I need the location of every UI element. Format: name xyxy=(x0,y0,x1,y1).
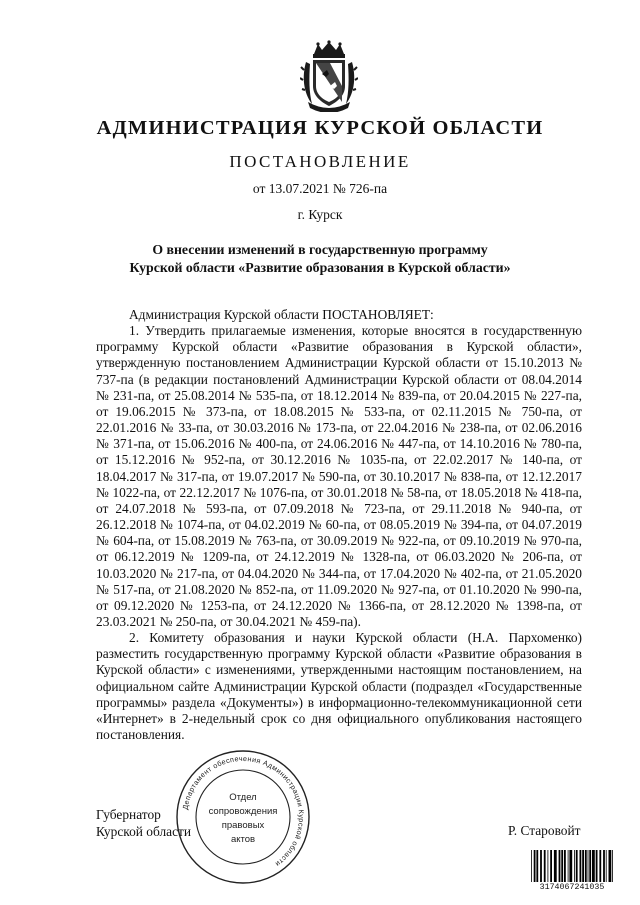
paragraph-item-1: 1. Утвердить прилагаемые изменения, которые вносятся в государственную программу Курской области «Развитие образования в Курской области», утвержденную постановлением Администрации Курской области от 15.10.2013 № 737-па (в редакции постановлений Администрации Курской области от 08.04.2014 № 231-па, от 25.08.2014 № 535-па, от 18.12.2014 № 839-па, от 20.04.2015 № 227-па, от 19.06.2015 № 373-па, от 18.08.2015 № 533-па, от 02.11.2015 № 750-па, от 22.01.2016 № 33-па, от 30.03.2016 № 173-па, от 22.04.2016 № 238-па, от 02.06.2016 № 371-па, от 15.06.2016 № 400-па, от 24.06.2016 № 447-па, от 14.10.2016 № 780-па, от 15.12.2016 № 952-па, от 30.12.2016 № 1035-па, от 22.02.2017 № 140-па, от 18.04.2017 № 317-па, от 19.07.2017 № 590-па, от 30.10.2017 № 838-па, от 12.12.2017 № 1022-па, от 22.12.2017 № 1076-па, от 30.01.2018 № 58-па, от 18.05.2018 № 418-па, от 24.07.2018 № 593-па, от 07.09.2018 № 723-па, от 29.11.2018 № 940-па, от 26.12.2018 № 1074-па, от 04.02.2019 № 60-па, от 08.05.2019 № 394-па, от 04.07.2019 № 604-па, от 15.08.2019 № 763-па, от 30.09.2019 № 922-па, от 09.10.2019 № 970-па, от 06.12.2019 № 1209-па, от 24.12.2019 № 1328-па, от 06.03.2020 № 206-па, от 10.03.2020 № 217-па, от 04.04.2020 № 344-па, от 17.04.2020 № 402-па, от 21.05.2020 № 517-па, от 21.08.2020 № 852-па, от 11.09.2020 № 927-па, от 01.10.2020 № 990-па, от 09.12.2020 № 1253-па, от 24.12.2020 № 1366-па, от 28.12.2020 № 1398-па, от 23.03.2021 № 250-па, от 30.04.2021 № 459-па). xyxy=(96,323,582,629)
barcode-bar xyxy=(544,850,546,882)
stamp-line-3: правовых xyxy=(221,820,265,831)
barcode-bar xyxy=(606,850,607,882)
barcode-bar xyxy=(582,850,584,882)
barcode-bar xyxy=(554,850,557,882)
barcode-bar xyxy=(540,850,542,882)
subject-line-1: О внесении изменений в государственную программу xyxy=(152,242,488,257)
barcode-bar xyxy=(603,850,605,882)
barcode-bar xyxy=(592,850,595,882)
barcode-bar xyxy=(568,850,569,882)
barcode-bar xyxy=(569,850,572,882)
barcode-bar xyxy=(576,850,578,882)
barcode-bar xyxy=(588,850,589,882)
stamp-line-4: актов xyxy=(230,834,256,845)
barcode-bar xyxy=(561,850,563,882)
barcode-bar xyxy=(550,850,552,882)
stamp-line-2: сопровождения xyxy=(208,806,278,817)
document-subject xyxy=(0,241,640,277)
coat-of-arms-emblem xyxy=(300,40,358,112)
stamp-ring-text: Департамент обеспечения Администрации Курской области xyxy=(180,753,307,869)
stamp-line-1: Отдел xyxy=(229,792,257,803)
barcode-number: 3174067241035 xyxy=(539,883,605,892)
barcode-bar xyxy=(589,850,591,882)
paragraph-item-2: 2. Комитету образования и науки Курской области (Н.А. Пархоменко) разместить государственную программу Курской области «Развитие образования в Курской области» с изменениями, утвержденными настоящим постановлением, на официальном сайте Администрации Курской области (подраздел «Государственные программы» раздела «Документы») в информационно-телекоммуникационной сети «Интернет» в 2-недельный срок со дня официального опубликования настоящего постановления. xyxy=(96,630,582,743)
barcode-bar xyxy=(531,850,532,882)
barcode xyxy=(530,850,614,882)
barcode-bar xyxy=(609,850,612,882)
barcode-bar xyxy=(612,850,613,882)
barcode-bar xyxy=(585,850,587,882)
barcode-bar xyxy=(559,850,561,882)
document-type: ПОСТАНОВЛЕНИЕ xyxy=(229,152,411,171)
signatory-name: Р. Старовойт xyxy=(508,823,581,838)
barcode-bar xyxy=(534,850,536,882)
document-city: г. Курск xyxy=(297,207,343,222)
official-stamp xyxy=(174,748,312,886)
barcode-bar xyxy=(596,850,598,882)
document-body xyxy=(96,307,582,743)
subject-line-2: Курской области «Развитие образования в Курской области» xyxy=(129,260,511,275)
organization-title: АДМИНИСТРАЦИЯ КУРСКОЙ ОБЛАСТИ xyxy=(96,117,544,139)
barcode-bar xyxy=(574,850,575,882)
signatory-title-line-1: Губернатор xyxy=(96,807,161,822)
barcode-bar xyxy=(599,850,601,882)
barcode-bar xyxy=(548,850,549,882)
signatory-title-line-2: Курской области xyxy=(96,824,192,839)
barcode-bar xyxy=(580,850,582,882)
preamble: Администрация Курской области ПОСТАНОВЛЯЕТ: xyxy=(129,307,434,322)
barcode-bar xyxy=(536,850,538,882)
barcode-bar xyxy=(564,850,566,882)
document-number-date: от 13.07.2021 № 726-па xyxy=(252,181,388,196)
